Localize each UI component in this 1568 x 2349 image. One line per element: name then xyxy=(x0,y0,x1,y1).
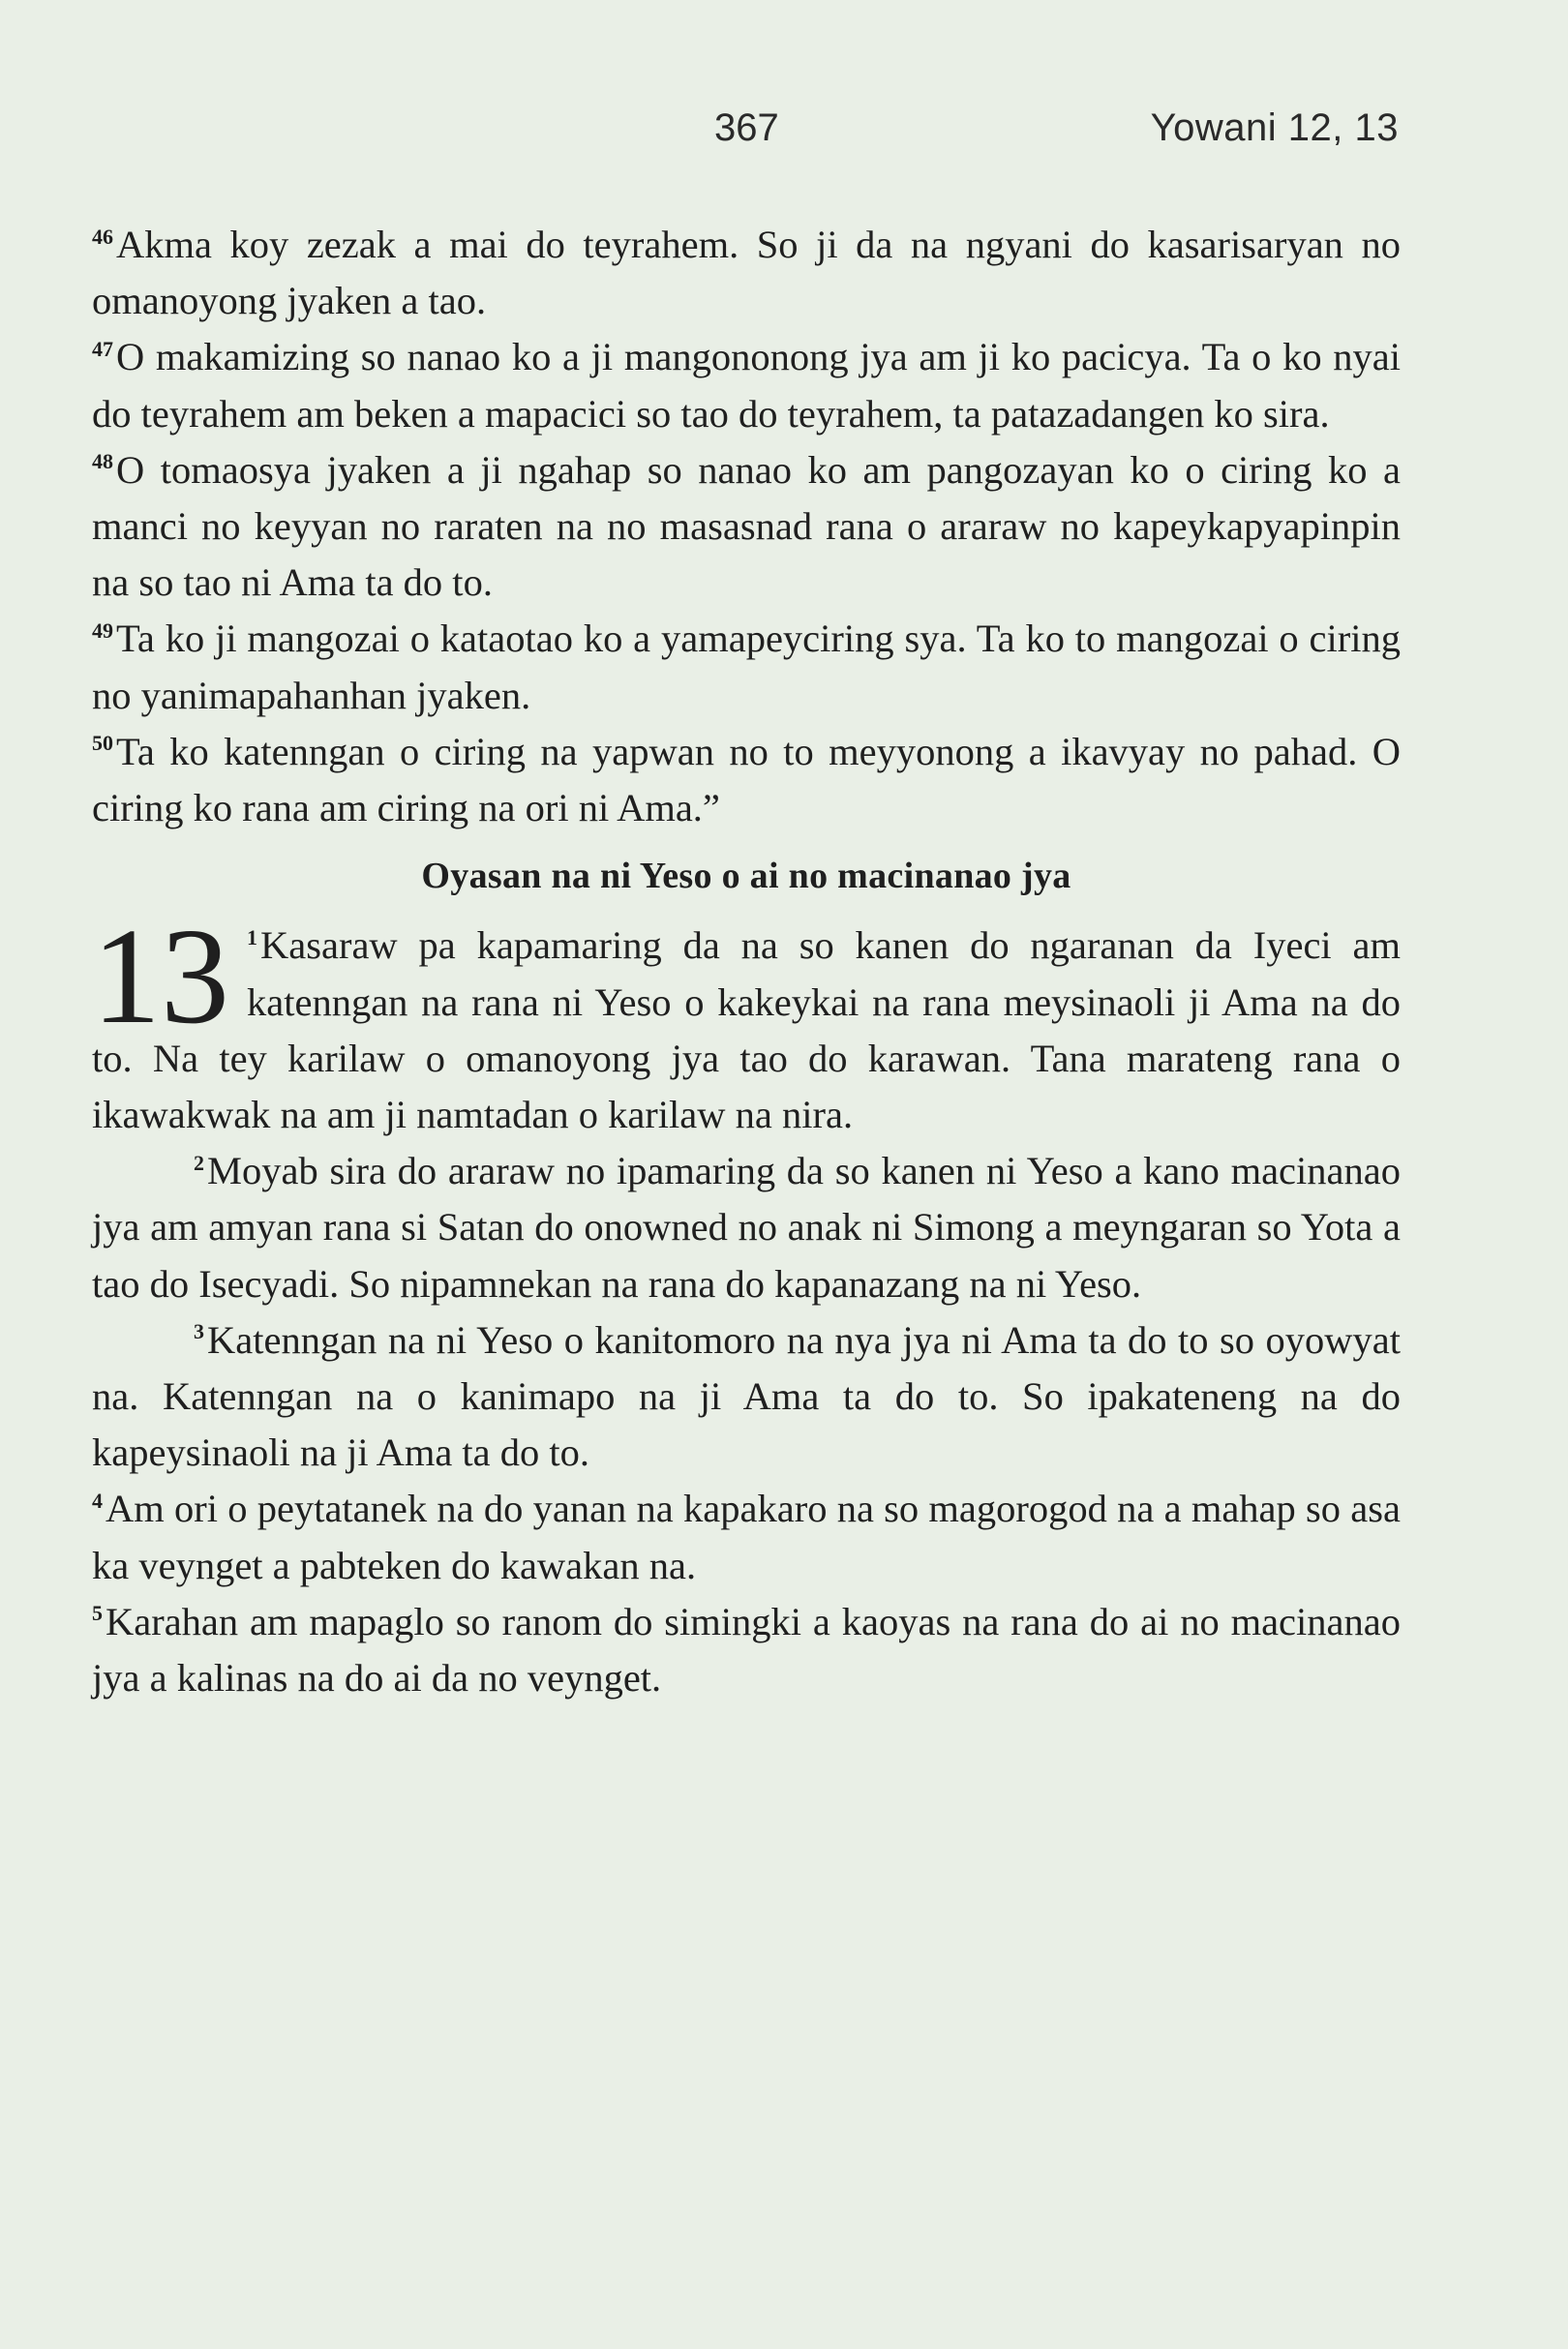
verse-text: Ta ko katenngan o ciring na yapwan no to meyyonong a ikavyay no pahad. O ciring ko rana am ciring na ori ni Ama.” xyxy=(92,729,1401,830)
verse-number: 1 xyxy=(247,924,257,949)
verse-number: 4 xyxy=(92,1488,103,1513)
section-heading: Oyasan na ni Yeso o ai no macinanao jya xyxy=(421,856,1071,897)
chapter-opening xyxy=(92,899,1401,1143)
verse xyxy=(92,217,1401,329)
verse-text: Moyab sira do araraw no ipamaring da so kanen ni Yeso a kano macinanao jya am amyan rana si Satan do onowned no anak ni Simong a meyngaran so Yota a tao do Isecyadi. So nipamnekan na rana do kapanazang na ni Yeso. xyxy=(92,1149,1401,1306)
page-number: 367 xyxy=(714,106,779,149)
verse-number: 2 xyxy=(194,1150,204,1175)
chapter-number: 13 xyxy=(92,899,229,1053)
verse-text: Karahan am mapaglo so ranom do simingki a kaoyas na rana do ai no macinanao jya a kalinas na do ai da no veynget. xyxy=(92,1599,1401,1701)
body-text xyxy=(92,217,1401,1706)
verse-number: 46 xyxy=(92,224,113,249)
verse xyxy=(92,1481,1401,1593)
verse xyxy=(92,442,1401,612)
verse xyxy=(92,329,1401,441)
verse xyxy=(92,1312,1401,1482)
verse-text: Ta ko ji mangozai o kataotao ko a yamapeyciring sya. Ta ko to mangozai o ciring no yanimapahanhan jyaken. xyxy=(92,617,1401,717)
running-head: Yowani 12, 13 xyxy=(1150,106,1399,149)
verse-number: 49 xyxy=(92,617,113,643)
verse-text: Kasaraw pa kapamaring da na so kanen do ngaranan da Iyeci am katenngan na rana ni Yeso o kakeykai na rana meysinaoli ji Ama na do to. Na tey karilaw o omanoyong jya tao do karawan. Tana marateng rana o ikawakwak na am ji namtadan o karilaw na nira. xyxy=(92,923,1401,1137)
verse-text: Am ori o peytatanek na do yanan na kapakaro na so magorogod na a mahap so asa ka veynget a pabteken do kawakan na. xyxy=(92,1487,1401,1587)
verse-number: 5 xyxy=(92,1601,103,1626)
verse xyxy=(92,611,1401,723)
verse-number: 47 xyxy=(92,336,113,361)
verse xyxy=(92,1594,1401,1706)
verse xyxy=(92,1143,1401,1312)
verse-text: O tomaosya jyaken a ji ngahap so nanao ko am pangozayan ko o ciring ko a manci no keyyan no raraten na no masasnad rana o araraw no kapeykapyapinpin na so tao ni Ama ta do to. xyxy=(92,447,1401,605)
verse xyxy=(92,724,1401,836)
page-header xyxy=(0,97,1568,165)
verse-number: 48 xyxy=(92,449,113,474)
verse-text: Katenngan na ni Yeso o kanitomoro na nya jya ni Ama ta do to so oyowyat na. Katenngan na o kanimapo na ji Ama ta do to. So ipakateneng na do kapeysinaoli na ji Ama ta do to. xyxy=(92,1317,1401,1475)
verse-number: 3 xyxy=(194,1319,204,1344)
verse-number: 50 xyxy=(92,731,113,756)
verse-text: O makamizing so nanao ko a ji mangononong jya am ji ko pacicya. Ta o ko nyai do teyrahem am beken a mapacici so tao do teyrahem, ta patazadangen ko sira. xyxy=(92,335,1401,436)
verse-text: Akma koy zezak a mai do teyrahem. So ji da na ngyani do kasarisaryan no omanoyong jyaken a tao. xyxy=(92,223,1401,323)
